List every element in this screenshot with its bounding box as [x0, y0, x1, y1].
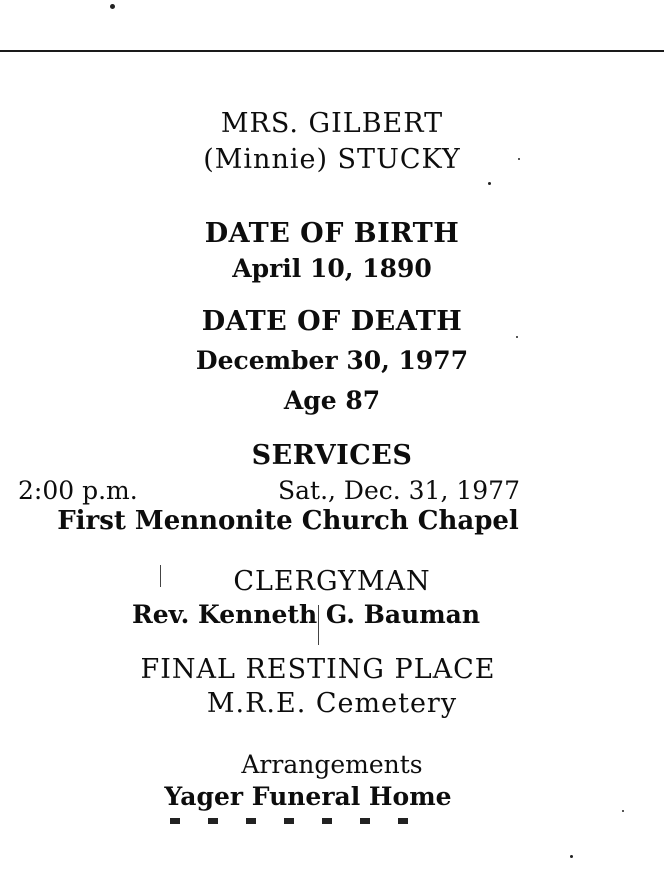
arrangements-value: Yager Funeral Home [164, 782, 452, 811]
speck [570, 855, 573, 858]
services-date: Sat., Dec. 31, 1977 [278, 476, 520, 505]
cut-off-text-fragment [170, 818, 430, 824]
final-resting-place-heading: FINAL RESTING PLACE [140, 654, 496, 685]
date-of-birth-heading: DATE OF BIRTH [204, 218, 460, 249]
date-of-death-value: December 30, 1977 [195, 346, 469, 375]
speck [622, 810, 624, 812]
top-rule [0, 50, 664, 52]
arrangements-heading: Arrangements [241, 750, 423, 779]
services-place: First Mennonite Church Chapel [57, 506, 519, 536]
speck [110, 4, 115, 9]
date-of-death-heading: DATE OF DEATH [201, 306, 463, 337]
final-resting-place-value: M.R.E. Cemetery [206, 688, 458, 719]
date-of-birth-value: April 10, 1890 [232, 254, 432, 283]
services-heading: SERVICES [251, 440, 413, 471]
clergyman-value: Rev. Kenneth G. Bauman [131, 600, 481, 629]
deceased-name-line2: (Minnie) STUCKY [203, 144, 461, 175]
services-time: 2:00 p.m. [18, 476, 138, 505]
speck [488, 182, 491, 185]
speck [516, 336, 518, 338]
clergyman-heading: CLERGYMAN [233, 566, 431, 597]
age-value: Age 87 [283, 386, 381, 415]
deceased-name-line1: MRS. GILBERT [220, 108, 444, 139]
